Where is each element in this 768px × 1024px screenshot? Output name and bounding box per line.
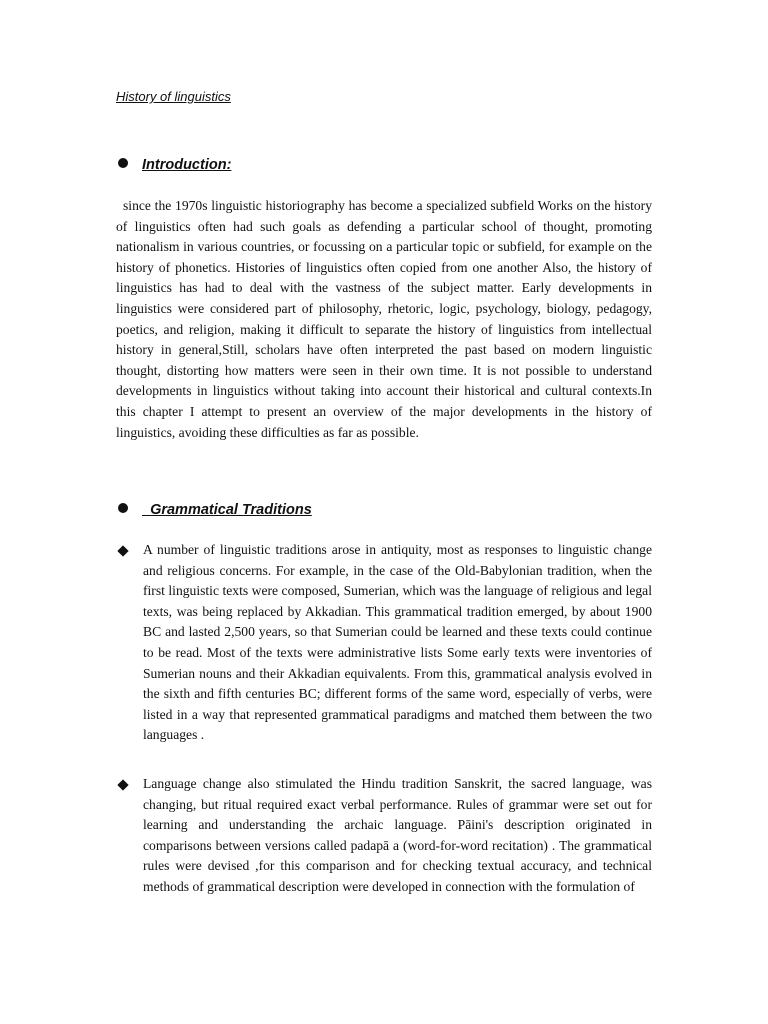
- section-heading-grammatical-traditions: [118, 502, 312, 518]
- document-title: History of linguistics: [116, 89, 231, 104]
- introduction-text: since the 1970s linguistic historiography has become a specialized subfield Works on the history of linguistics often had such goals as defending a particular school of thought, promoting nationalism in various countries, or focussing on a particular topic or subfield, for example on the history of phonetics. Histories of linguistics often copied from one another Also, the history of linguistics has had to deal with the vastness of the subject matter. Early developments in linguistics were considered part of philosophy, rhetoric, logic, psychology, biology, pedagogy, poetics, and religion, making it difficult to separate the history of linguistics from intellectual history in general,Still, scholars have often interpreted the past based on modern linguistic thought, distorting how matters were seen in their own time. It is not possible to understand developments in linguistics without taking into account their historical and cultural contexts.In this chapter I attempt to present an overview of the major developments in the history of linguistics, avoiding these difficulties as far as possible.: [116, 198, 652, 440]
- section-heading-introduction: [118, 157, 231, 173]
- diamond-bullet-icon: [117, 779, 128, 790]
- diamond-bullet-icon: [117, 545, 128, 556]
- introduction-paragraph: [116, 196, 652, 443]
- round-bullet-icon: [118, 503, 128, 513]
- list-item: [116, 540, 652, 765]
- heading-text: Introduction:: [142, 157, 232, 173]
- list-item-text: Language change also stimulated the Hindu tradition Sanskrit, the sacred language, was changing, but ritual required exact verbal performance. Rules of grammar were set out for learning and understanding the archaic language. Pāini's description originated in comparisons between versions called padapā a (word-for-word recitation) . The grammatical rules were devised ,for this comparison and for checking textual accuracy, and technical methods of grammatical description were developed in connection with the formulation of: [143, 776, 652, 894]
- list-item-text: A number of linguistic traditions arose in antiquity, most as responses to linguistic change and religious concerns. For example, in the case of the Old-Babylonian tradition, when the first linguistic texts were composed, Sumerian, which was the language of religious and legal texts, was being replaced by Akkadian. This grammatical tradition emerged, by about 1900 BC and lasted 2,500 years, so that Sumerian could be learned and these texts could continue to be read. Most of the texts were administrative lists Some early texts were inventories of Sumerian nouns and their Akkadian equivalents. From this, grammatical analysis evolved in the sixth and fifth centuries BC; different forms of the same word, especially of verbs, were listed in a way that represented grammatical paradigms and matched them between the two languages .: [143, 542, 652, 743]
- heading-label: Grammatical Traditions: [150, 502, 312, 518]
- list-item: [116, 774, 652, 924]
- round-bullet-icon: [118, 158, 128, 168]
- heading-text: [142, 502, 312, 518]
